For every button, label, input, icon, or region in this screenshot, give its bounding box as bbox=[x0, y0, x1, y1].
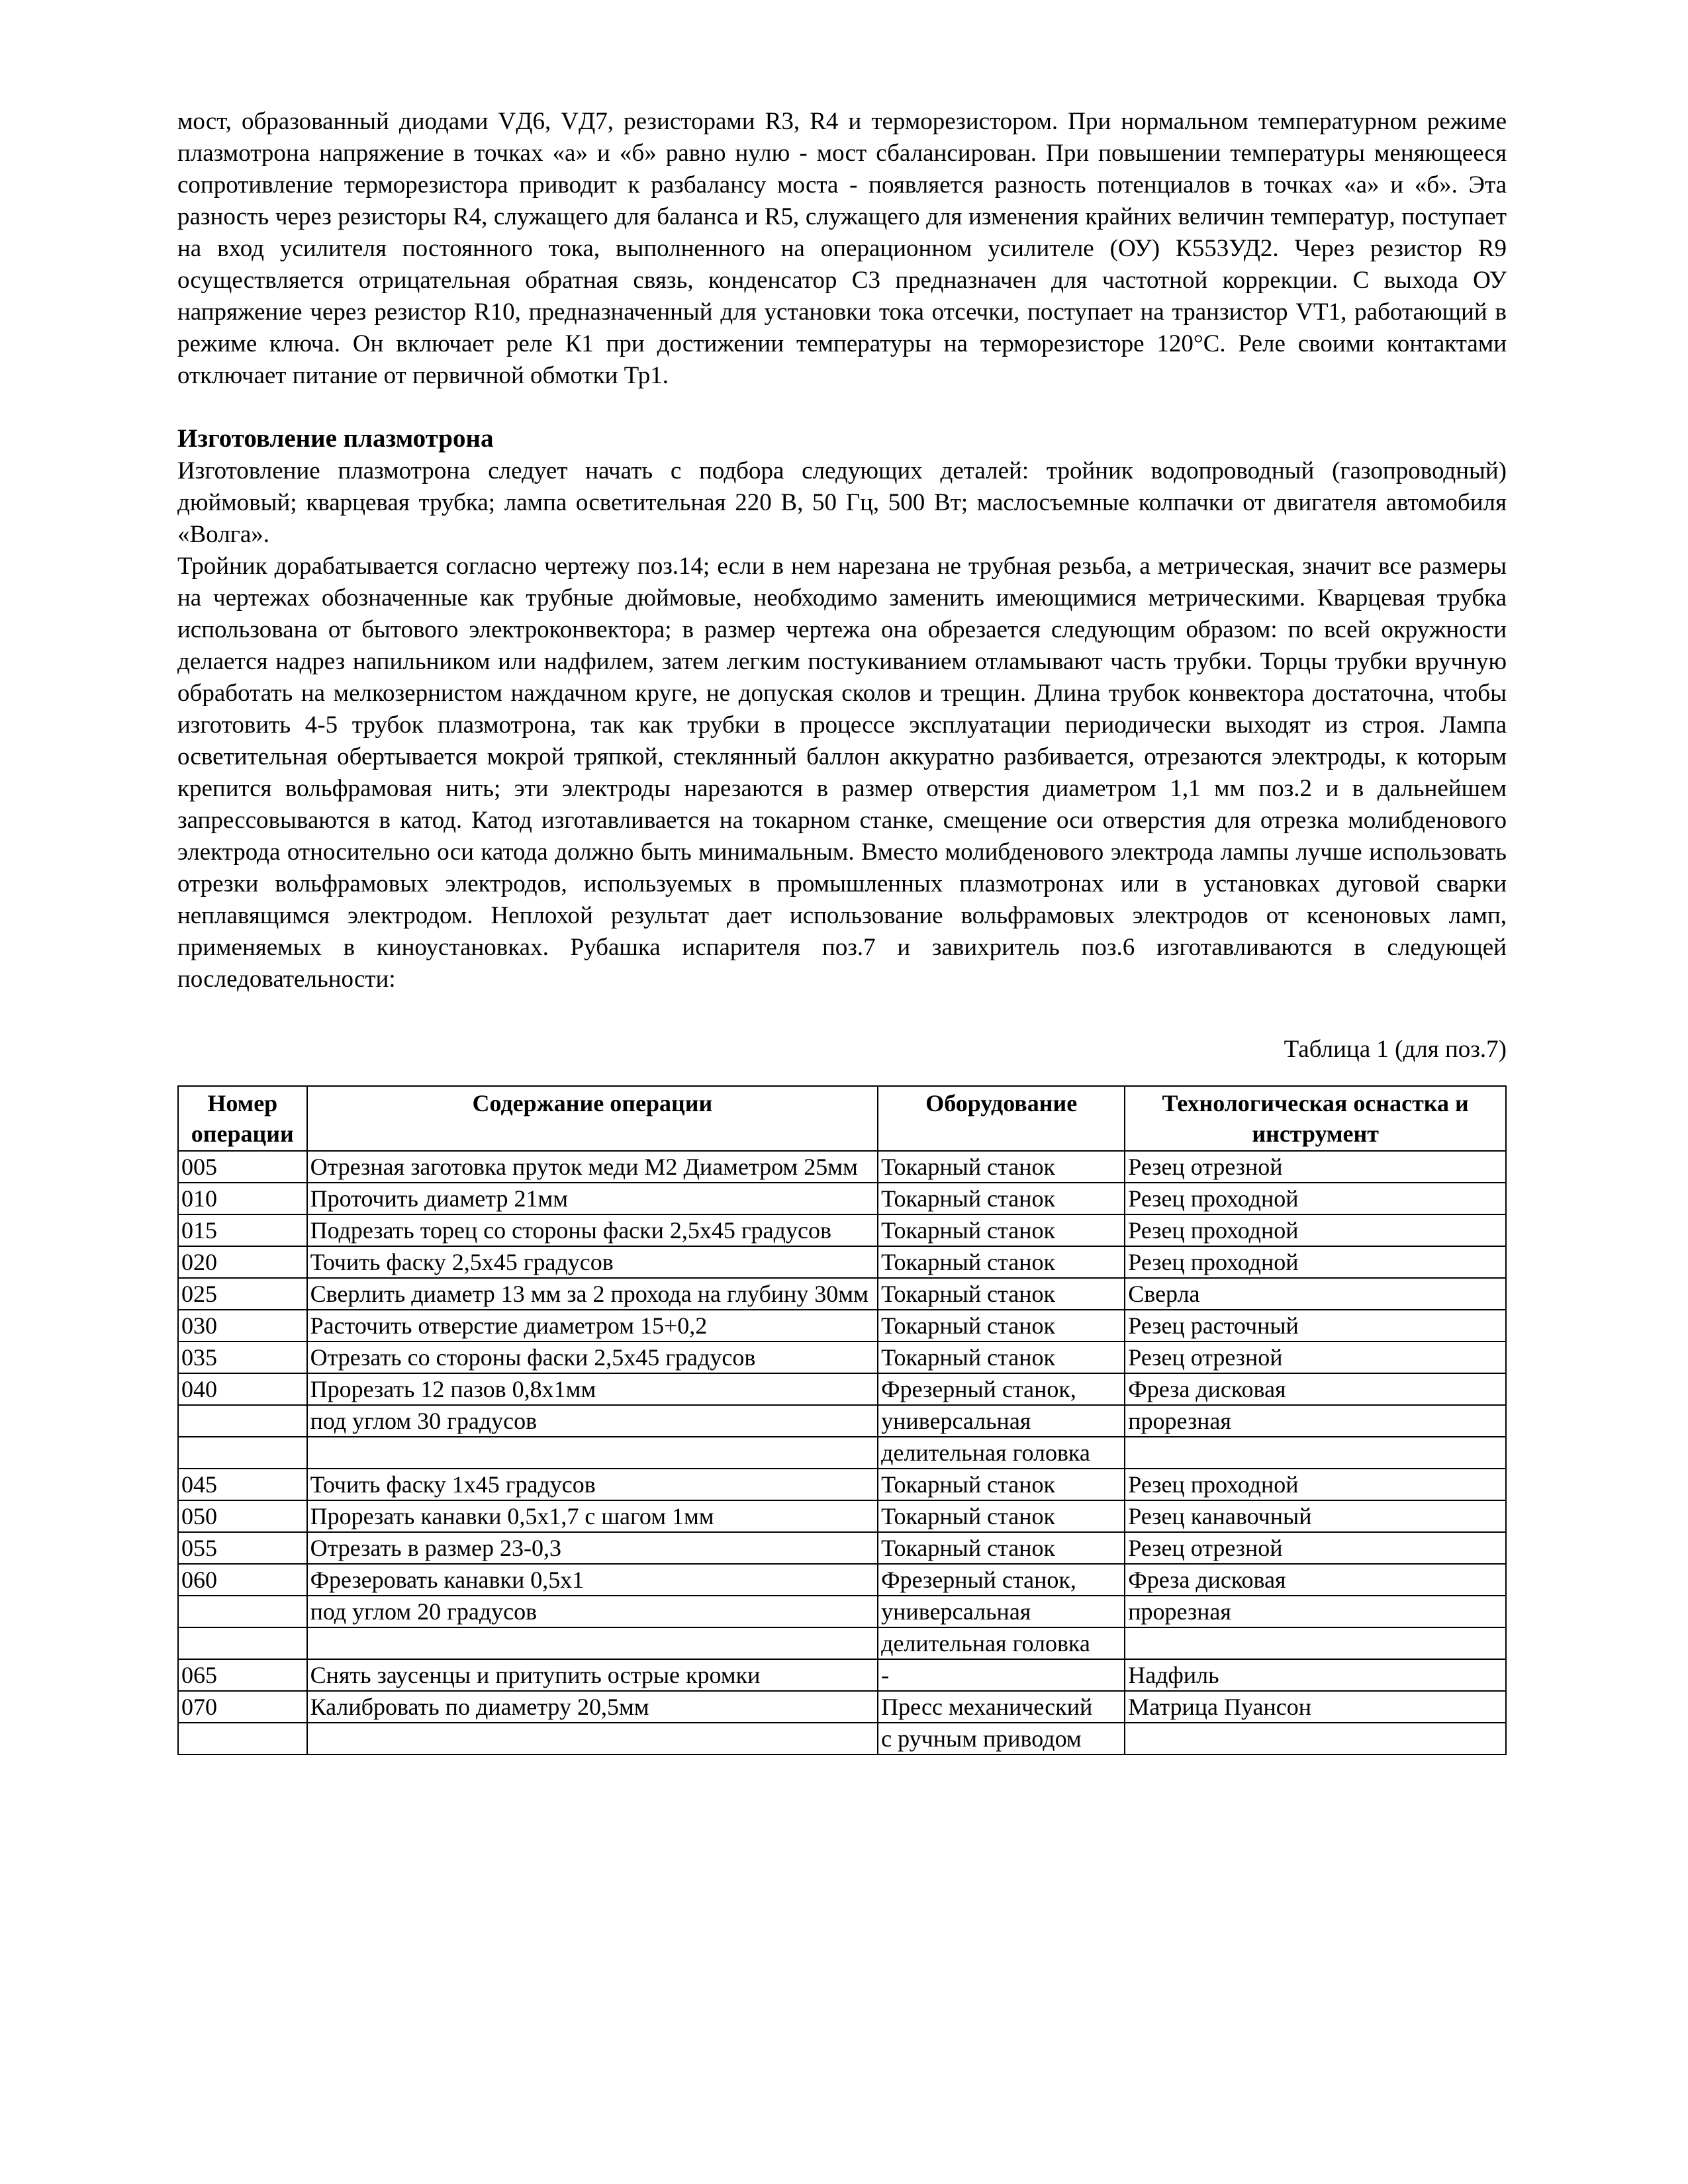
cell-operation-number: 040 bbox=[178, 1373, 307, 1405]
table-header-row bbox=[178, 1086, 1506, 1151]
cell-operation-content: Отрезать в размер 23-0,3 bbox=[307, 1532, 878, 1564]
cell-equipment: Токарный станок bbox=[878, 1532, 1125, 1564]
cell-operation-content: Фрезеровать канавки 0,5х1 bbox=[307, 1564, 878, 1596]
cell-operation-number: 065 bbox=[178, 1659, 307, 1691]
cell-operation-content: Расточить отверстие диаметром 15+0,2 bbox=[307, 1310, 878, 1342]
cell-tooling: Резец проходной bbox=[1125, 1469, 1506, 1500]
cell-operation-content: Сверлить диаметр 13 мм за 2 прохода на глубину 30мм bbox=[307, 1278, 878, 1310]
cell-operation-number bbox=[178, 1723, 307, 1754]
cell-operation-content: Снять заусенцы и притупить острые кромки bbox=[307, 1659, 878, 1691]
cell-operation-content: Точить фаску 2,5х45 градусов bbox=[307, 1246, 878, 1278]
table-row bbox=[178, 1723, 1506, 1754]
table-row bbox=[178, 1469, 1506, 1500]
cell-operation-content: Точить фаску 1х45 градусов bbox=[307, 1469, 878, 1500]
section-heading: Изготовление плазмотрона bbox=[177, 424, 494, 453]
cell-operation-content: Калибровать по диаметру 20,5мм bbox=[307, 1691, 878, 1723]
cell-operation-content bbox=[307, 1437, 878, 1469]
paragraph-procedure: Тройник дорабатывается согласно чертежу поз.14; если в нем нарезана не трубная резьба, а метрическая, значит все размеры на чертежах обозначенные как трубные дюймовые, необходимо заменить имеющимися метрическими. Кварцевая трубка использована от бытового электроконвектора; в размер чертежа она обрезается следующим образом: по всей окружности делается надрез напильником или надфилем, затем легким постукиванием отламывают часть трубки. Торцы трубки вручную обработать на мелкозернистом наждачном круге, не допуская сколов и трещин. Длина трубок конвектора достаточна, чтобы изготовить 4-5 трубок плазмотрона, так как трубки в процессе эксплуатации периодически выходят из строя. Лампа осветительная обертывается мокрой тряпкой, стеклянный баллон аккуратно разбивается, отрезаются электроды, к которым крепится вольфрамовая нить; эти электроды нарезаются в размер отверстия диаметром 1,1 мм поз.2 и в дальнейшем запрессовываются в катод. Катод изготавливается на токарном станке, смещение оси отверстия для отрезка молибденового электрода относительно оси катода должно быть минимальным. Вместо молибденового электрода лампы лучше использовать отрезки вольфрамовых электродов, используемых в промышленных плазмотронах или в установках дуговой сварки неплавящимся электродом. Неплохой результат дает использование вольфрамовых электродов от ксеноновых ламп, применяемых в киноустановках. Рубашка испарителя поз.7 и завихритель поз.6 изготавливаются в следующей последовательности: bbox=[177, 553, 1507, 993]
cell-operation-content: Проточить диаметр 21мм bbox=[307, 1183, 878, 1214]
cell-tooling: Резец канавочный bbox=[1125, 1500, 1506, 1532]
cell-equipment: Токарный станок bbox=[878, 1500, 1125, 1532]
cell-tooling bbox=[1125, 1627, 1506, 1659]
cell-operation-content: Подрезать торец со стороны фаски 2,5х45 градусов bbox=[307, 1214, 878, 1246]
cell-equipment: Токарный станок bbox=[878, 1183, 1125, 1214]
cell-equipment: Пресс механический bbox=[878, 1691, 1125, 1723]
header-operation-number: Номер операции bbox=[178, 1086, 307, 1151]
table-row bbox=[178, 1596, 1506, 1627]
table-row bbox=[178, 1246, 1506, 1278]
cell-equipment: делительная головка bbox=[878, 1627, 1125, 1659]
table-caption: Таблица 1 (для поз.7) bbox=[1284, 1036, 1507, 1063]
cell-tooling: Резец отрезной bbox=[1125, 1342, 1506, 1373]
document-page bbox=[177, 106, 1507, 1755]
table-row bbox=[178, 1627, 1506, 1659]
cell-tooling: Фреза дисковая bbox=[1125, 1373, 1506, 1405]
paragraph-parts-list: Изготовление плазмотрона следует начать с подбора следующих деталей: тройник водопроводный (газопроводный) дюймовый; кварцевая трубка; лампа осветительная 220 В, 50 Гц, 500 Вт; маслосъемные колпачки от двигателя автомобиля «Волга». bbox=[177, 457, 1507, 548]
cell-operation-content bbox=[307, 1627, 878, 1659]
cell-equipment: универсальная bbox=[878, 1596, 1125, 1627]
cell-tooling bbox=[1125, 1437, 1506, 1469]
header-tooling: Технологическая оснастка и инструмент bbox=[1125, 1086, 1506, 1151]
table-row bbox=[178, 1214, 1506, 1246]
cell-equipment: Токарный станок bbox=[878, 1310, 1125, 1342]
cell-operation-number bbox=[178, 1596, 307, 1627]
table-row bbox=[178, 1151, 1506, 1183]
cell-operation-number: 060 bbox=[178, 1564, 307, 1596]
table-row bbox=[178, 1564, 1506, 1596]
cell-tooling: прорезная bbox=[1125, 1405, 1506, 1437]
cell-equipment: Фрезерный станок, bbox=[878, 1373, 1125, 1405]
cell-tooling: Надфиль bbox=[1125, 1659, 1506, 1691]
cell-equipment: с ручным приводом bbox=[878, 1723, 1125, 1754]
cell-tooling: Фреза дисковая bbox=[1125, 1564, 1506, 1596]
table-row bbox=[178, 1500, 1506, 1532]
cell-tooling: Сверла bbox=[1125, 1278, 1506, 1310]
cell-equipment: Токарный станок bbox=[878, 1246, 1125, 1278]
table-body bbox=[178, 1151, 1506, 1754]
table-row bbox=[178, 1310, 1506, 1342]
cell-equipment: Токарный станок bbox=[878, 1278, 1125, 1310]
table-row bbox=[178, 1342, 1506, 1373]
cell-operation-number: 025 bbox=[178, 1278, 307, 1310]
cell-operation-number bbox=[178, 1437, 307, 1469]
table-row bbox=[178, 1373, 1506, 1405]
cell-tooling: Резец проходной bbox=[1125, 1246, 1506, 1278]
table-row bbox=[178, 1437, 1506, 1469]
cell-operation-number: 020 bbox=[178, 1246, 307, 1278]
cell-operation-content: под углом 20 градусов bbox=[307, 1596, 878, 1627]
cell-tooling bbox=[1125, 1723, 1506, 1754]
cell-tooling: Матрица Пуансон bbox=[1125, 1691, 1506, 1723]
table-row bbox=[178, 1405, 1506, 1437]
cell-equipment: Токарный станок bbox=[878, 1151, 1125, 1183]
cell-equipment: Токарный станок bbox=[878, 1214, 1125, 1246]
cell-equipment: Токарный станок bbox=[878, 1469, 1125, 1500]
cell-tooling: прорезная bbox=[1125, 1596, 1506, 1627]
table-row bbox=[178, 1691, 1506, 1723]
cell-equipment: - bbox=[878, 1659, 1125, 1691]
cell-tooling: Резец отрезной bbox=[1125, 1532, 1506, 1564]
cell-operation-content: Отрезная заготовка пруток меди М2 Диаметром 25мм bbox=[307, 1151, 878, 1183]
table-row bbox=[178, 1659, 1506, 1691]
cell-tooling: Резец отрезной bbox=[1125, 1151, 1506, 1183]
cell-operation-number: 050 bbox=[178, 1500, 307, 1532]
cell-equipment: универсальная bbox=[878, 1405, 1125, 1437]
cell-operation-number: 070 bbox=[178, 1691, 307, 1723]
cell-equipment: Токарный станок bbox=[878, 1342, 1125, 1373]
cell-operation-number: 010 bbox=[178, 1183, 307, 1214]
cell-operation-number bbox=[178, 1405, 307, 1437]
cell-operation-number: 015 bbox=[178, 1214, 307, 1246]
cell-operation-number: 045 bbox=[178, 1469, 307, 1500]
table-row bbox=[178, 1183, 1506, 1214]
table-row bbox=[178, 1278, 1506, 1310]
cell-tooling: Резец проходной bbox=[1125, 1183, 1506, 1214]
intro-paragraph: мост, образованный диодами VД6, VД7, резисторами R3, R4 и терморезистором. При нормальном температурном режиме плазмотрона напряжение в точках «а» и «б» равно нулю - мост сбалансирован. При повышении температуры меняющееся сопротивление терморезистора приводит к разбалансу моста - появляется разность потенциалов в точках «а» и «б». Эта разность через резисторы R4, служащего для баланса и R5, служащего для изменения крайних величин температур, поступает на вход усилителя постоянного тока, выполненного на операционном усилителе (ОУ) К553УД2. Через резистор R9 осуществляется отрицательная обратная связь, конденсатор С3 предназначен для частотной коррекции. С выхода ОУ напряжение через резистор R10, предназначенный для установки тока отсечки, поступает на транзистор VT1, работающий в режиме ключа. Он включает реле К1 при достижении температуры на терморезисторе 120°С. Реле своими контактами отключает питание от первичной обмотки Тр1. bbox=[177, 108, 1507, 389]
cell-operation-content: Прорезать канавки 0,5х1,7 с шагом 1мм bbox=[307, 1500, 878, 1532]
cell-operation-number: 035 bbox=[178, 1342, 307, 1373]
cell-equipment: Фрезерный станок, bbox=[878, 1564, 1125, 1596]
cell-operation-number bbox=[178, 1627, 307, 1659]
cell-operation-number: 005 bbox=[178, 1151, 307, 1183]
table-row bbox=[178, 1532, 1506, 1564]
cell-tooling: Резец проходной bbox=[1125, 1214, 1506, 1246]
operations-table bbox=[177, 1085, 1507, 1755]
header-equipment: Оборудование bbox=[878, 1086, 1125, 1151]
cell-operation-content: под углом 30 градусов bbox=[307, 1405, 878, 1437]
cell-operation-number: 030 bbox=[178, 1310, 307, 1342]
cell-equipment: делительная головка bbox=[878, 1437, 1125, 1469]
cell-tooling: Резец расточный bbox=[1125, 1310, 1506, 1342]
cell-operation-content bbox=[307, 1723, 878, 1754]
cell-operation-content: Отрезать со стороны фаски 2,5х45 градусов bbox=[307, 1342, 878, 1373]
cell-operation-number: 055 bbox=[178, 1532, 307, 1564]
header-operation-content: Содержание операции bbox=[307, 1086, 878, 1151]
cell-operation-content: Прорезать 12 пазов 0,8х1мм bbox=[307, 1373, 878, 1405]
